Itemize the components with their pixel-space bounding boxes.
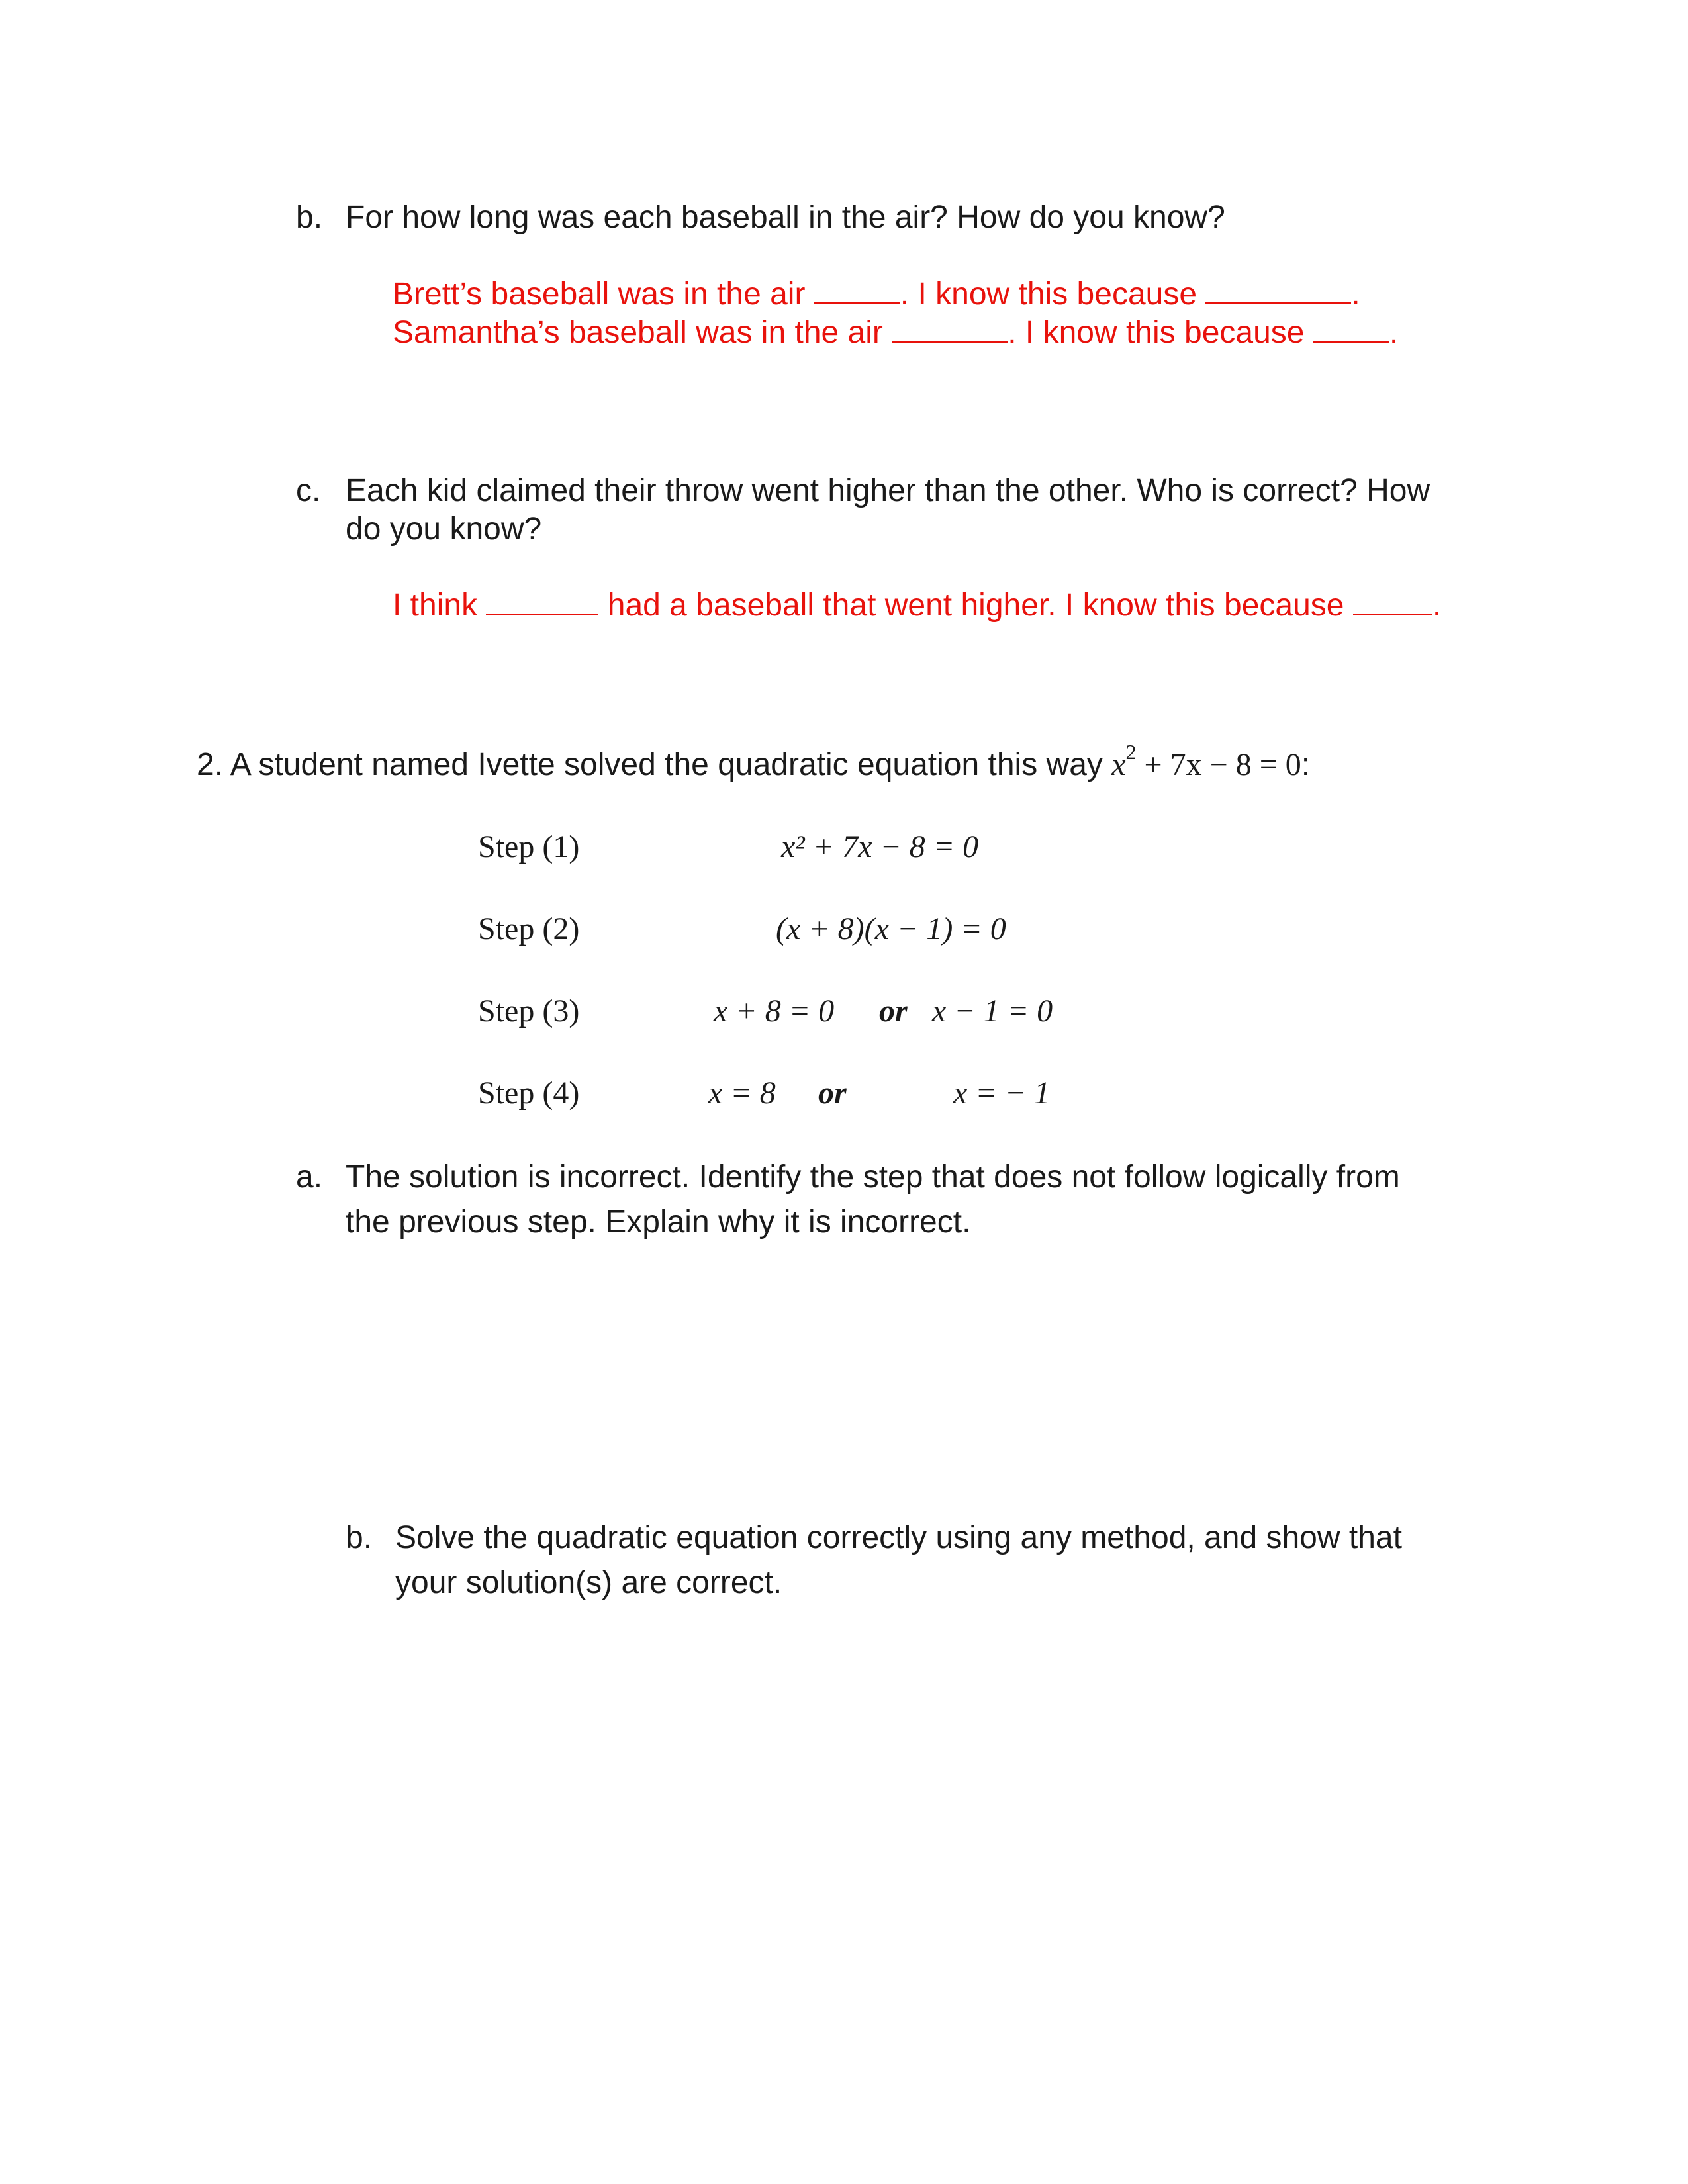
problem-2-part-a-line1: The solution is incorrect. Identify the step that does not follow logically from [346, 1160, 1400, 1195]
part-c-mid: had a baseball that went higher. I know this because [607, 588, 1344, 623]
samantha-mid: . I know this because [1008, 315, 1305, 350]
step-4-right: x = − 1 [953, 1075, 1051, 1111]
equation-colon: : [1301, 747, 1311, 782]
brett-prefix: Brett’s baseball was in the air [393, 277, 806, 312]
step-3-label: Step (3) [478, 993, 580, 1028]
problem-2-part-b-label: b. [346, 1520, 373, 1555]
step-4-left: x = 8 [708, 1075, 776, 1111]
brett-mid: . I know this because [900, 277, 1197, 312]
step-4-or: or [818, 1075, 847, 1111]
question-b-text: For how long was each baseball in the air? How do you know? [346, 200, 1225, 235]
step-3-left: x + 8 = 0 [714, 993, 835, 1028]
problem-2-intro [197, 740, 1311, 788]
equation-var: x [1111, 747, 1126, 782]
problem-2-intro-text: 2. A student named Ivette solved the quadratic equation this way [197, 747, 1103, 782]
samantha-reason-blank[interactable] [1313, 313, 1389, 343]
question-c-text-line2: do you know? [346, 512, 542, 547]
problem-2-part-a-cont [346, 1200, 970, 1245]
problem-2-part-b-line1: Solve the quadratic equation correctly using any method, and show that [395, 1520, 1402, 1555]
samantha-prefix: Samantha’s baseball was in the air [393, 315, 883, 350]
step-3-right: x − 1 = 0 [932, 993, 1053, 1028]
problem-2-part-a-label: a. [296, 1160, 323, 1195]
brett-time-blank[interactable] [814, 275, 900, 304]
problem-2-part-b-cont [395, 1561, 782, 1606]
samantha-answer-line [393, 313, 1398, 352]
equation-rest: + 7x − 8 = 0 [1144, 747, 1301, 782]
question-b-label: b. [296, 200, 323, 235]
problem-2-part-a [296, 1155, 1400, 1200]
problem-2-equation [1111, 740, 1301, 782]
part-c-prefix: I think [393, 588, 478, 623]
step-1-expr: x² + 7x − 8 = 0 [781, 829, 979, 864]
problem-2-part-a-line2: the previous step. Explain why it is incorrect. [346, 1205, 971, 1240]
step-2-expr: (x + 8)(x − 1) = 0 [776, 911, 1006, 946]
question-b [296, 195, 1225, 240]
question-c-text-line1: Each kid claimed their throw went higher than the other. Who is correct? How [346, 473, 1430, 508]
part-c-who-blank[interactable] [486, 586, 598, 615]
samantha-time-blank[interactable] [892, 313, 1008, 343]
step-1-label: Step (1) [478, 829, 580, 864]
step-3-or: or [879, 993, 908, 1028]
problem-2-part-b-line2: your solution(s) are correct. [395, 1565, 782, 1600]
question-c-label: c. [296, 473, 321, 508]
brett-answer-line [393, 275, 1360, 314]
problem-2-part-b [346, 1516, 1402, 1561]
samantha-end: . [1389, 315, 1399, 350]
brett-reason-blank[interactable] [1205, 275, 1351, 304]
equation-exponent: 2 [1125, 740, 1137, 764]
step-4-label: Step (4) [478, 1075, 580, 1111]
part-c-answer-line [393, 586, 1441, 625]
part-c-reason-blank[interactable] [1353, 586, 1432, 615]
step-2-label: Step (2) [478, 911, 580, 946]
part-c-end: . [1432, 588, 1442, 623]
question-c-line2 [346, 507, 541, 552]
brett-end: . [1351, 277, 1360, 312]
